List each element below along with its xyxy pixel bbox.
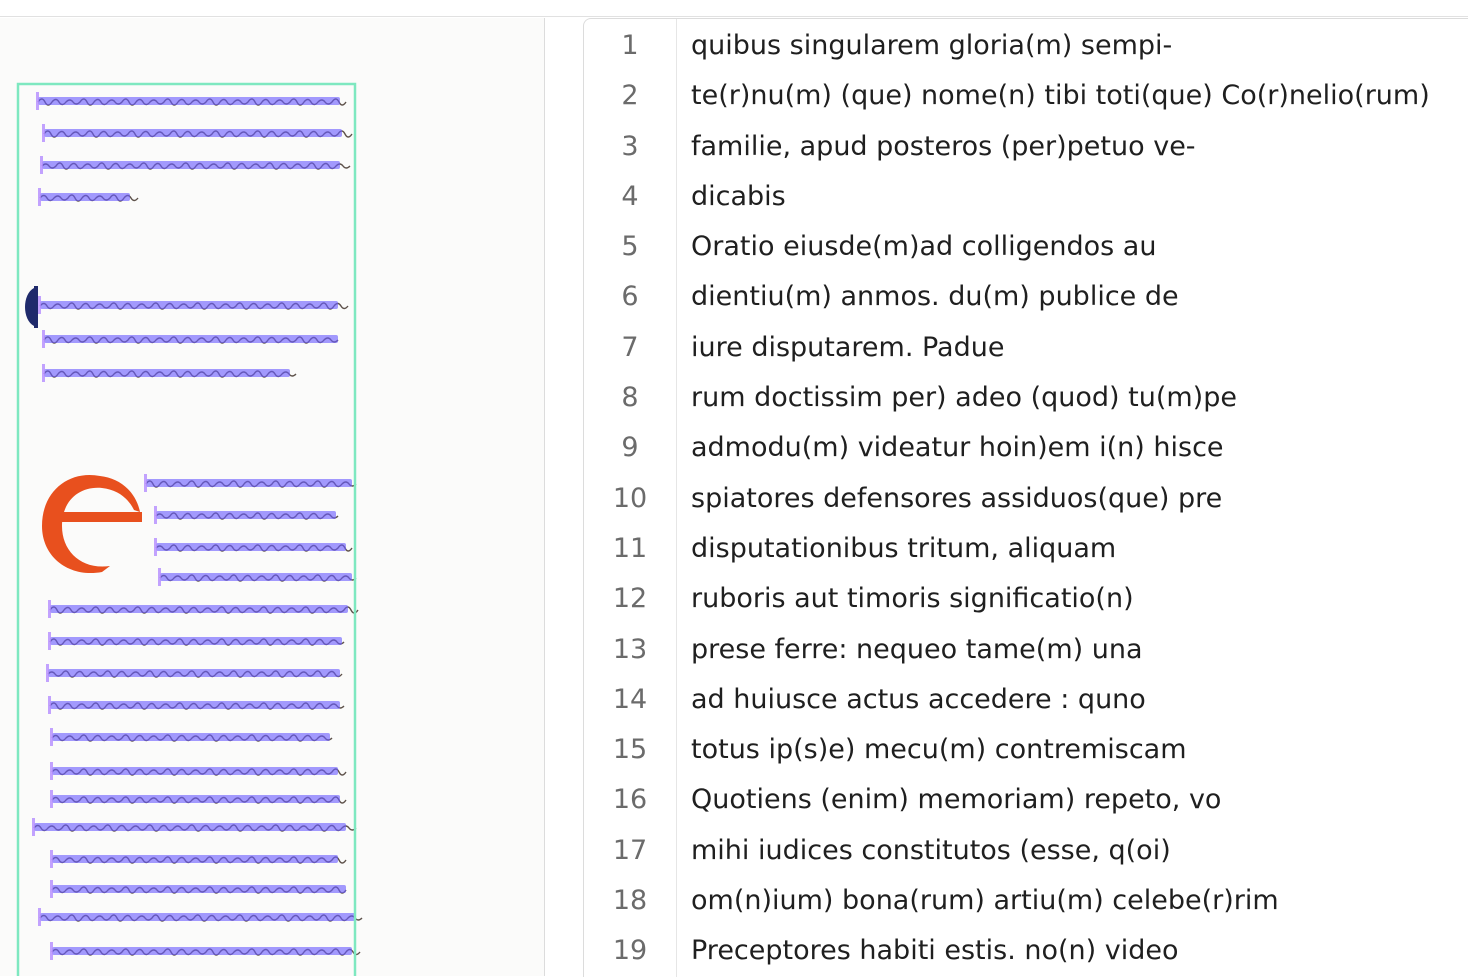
line-highlight[interactable] <box>52 947 352 955</box>
line-highlight[interactable] <box>52 885 346 893</box>
line-number: 15 <box>612 734 648 766</box>
line-start-handle[interactable] <box>50 790 53 808</box>
line-start-handle[interactable] <box>154 506 157 524</box>
line-highlight[interactable] <box>44 335 338 343</box>
line-highlight[interactable] <box>44 369 290 377</box>
line-start-handle[interactable] <box>38 908 41 926</box>
line-number: 12 <box>612 583 648 615</box>
line-text[interactable]: te(r)nu(m) (que) nome(n) tibi toti(que) Co(r)nelio(rum) <box>691 80 1430 112</box>
line-number: 5 <box>621 231 639 263</box>
transcription-row[interactable] <box>584 69 1468 119</box>
line-highlight[interactable] <box>160 573 352 581</box>
line-text[interactable]: ad huiusce actus accedere : quno <box>691 683 1146 715</box>
line-text[interactable]: Oratio eiusde(m)ad colligendos au <box>691 231 1157 263</box>
line-text[interactable]: dicabis <box>691 180 786 212</box>
line-start-handle[interactable] <box>38 296 41 314</box>
line-number: 9 <box>621 432 639 464</box>
line-number: 19 <box>612 935 648 967</box>
line-highlight[interactable] <box>156 543 346 551</box>
line-highlight[interactable] <box>42 161 340 169</box>
transcription-row[interactable] <box>584 924 1468 974</box>
line-text[interactable]: mihi iudices constitutos (esse, q(oi) <box>691 834 1171 866</box>
line-text[interactable]: disputationibus tritum, aliquam <box>691 532 1117 564</box>
line-text[interactable]: prese ferre: nequeo tame(m) una <box>691 633 1143 665</box>
line-highlight[interactable] <box>156 511 336 519</box>
line-start-handle[interactable] <box>48 696 51 714</box>
panel-gutter <box>546 18 583 976</box>
line-start-handle[interactable] <box>48 632 51 650</box>
line-start-handle[interactable] <box>50 762 53 780</box>
transcription-list <box>584 19 1468 975</box>
transcription-row[interactable] <box>584 824 1468 874</box>
transcription-row[interactable] <box>584 623 1468 673</box>
line-start-handle[interactable] <box>32 818 35 836</box>
line-start-handle[interactable] <box>46 664 49 682</box>
line-number: 4 <box>621 180 639 212</box>
line-highlight[interactable] <box>50 605 348 613</box>
line-number: 3 <box>621 130 639 162</box>
line-start-handle[interactable] <box>38 188 41 206</box>
line-number: 17 <box>612 834 648 866</box>
manuscript-image <box>0 18 544 976</box>
line-start-handle[interactable] <box>50 942 53 960</box>
top-divider <box>0 16 1468 17</box>
line-number: 6 <box>621 281 639 313</box>
line-start-handle[interactable] <box>50 728 53 746</box>
transcription-row[interactable] <box>584 773 1468 823</box>
line-text[interactable]: admodu(m) videatur hoin)em i(n) hisce <box>691 432 1224 464</box>
manuscript-image-panel[interactable] <box>0 18 545 976</box>
line-text[interactable]: rum doctissim per) adeo (quod) tu(m)pe <box>691 382 1237 414</box>
line-start-handle[interactable] <box>40 156 43 174</box>
line-highlight[interactable] <box>48 669 340 677</box>
line-number: 11 <box>612 532 648 564</box>
transcription-row[interactable] <box>584 472 1468 522</box>
line-highlight[interactable] <box>38 97 340 105</box>
line-text[interactable]: iure disputarem. Padue <box>691 331 1005 363</box>
line-start-handle[interactable] <box>42 364 45 382</box>
line-text[interactable]: totus ip(s)e) mecu(m) contremiscam <box>691 734 1187 766</box>
line-start-handle[interactable] <box>50 850 53 868</box>
transcription-row[interactable] <box>584 371 1468 421</box>
line-text[interactable]: quibus singularem gloria(m) sempi- <box>691 30 1173 61</box>
line-text[interactable]: ruboris aut timoris significatio(n) <box>691 583 1134 615</box>
line-highlight[interactable] <box>50 701 340 709</box>
line-text[interactable]: Quotiens (enim) memoriam) repeto, vo <box>691 784 1222 816</box>
line-highlight[interactable] <box>146 479 352 487</box>
transcription-row[interactable] <box>584 673 1468 723</box>
line-text[interactable]: familie, apud posteros (per)petuo ve- <box>691 130 1196 162</box>
line-highlight[interactable] <box>52 733 330 741</box>
line-highlight[interactable] <box>50 637 342 645</box>
transcription-row[interactable] <box>584 874 1468 924</box>
line-start-handle[interactable] <box>42 330 45 348</box>
line-highlight[interactable] <box>40 193 130 201</box>
line-text[interactable]: dientiu(m) anmos. du(m) publice de <box>691 281 1179 313</box>
transcription-row[interactable] <box>584 220 1468 270</box>
transcription-row[interactable] <box>584 120 1468 170</box>
line-start-handle[interactable] <box>48 600 51 618</box>
transcription-row[interactable] <box>584 572 1468 622</box>
transcription-row[interactable] <box>584 270 1468 320</box>
line-text[interactable]: Preceptores habiti estis. no(n) video <box>691 935 1179 967</box>
line-start-handle[interactable] <box>154 538 157 556</box>
line-number: 8 <box>621 382 639 414</box>
line-number: 13 <box>612 633 648 665</box>
line-start-handle[interactable] <box>36 92 39 110</box>
line-highlight[interactable] <box>40 913 356 921</box>
transcription-row[interactable] <box>584 321 1468 371</box>
line-number: 1 <box>621 30 639 61</box>
transcription-row[interactable] <box>584 170 1468 220</box>
line-text[interactable]: om(n)ium) bona(rum) artiu(m) celebe(r)rim <box>691 885 1279 917</box>
line-start-handle[interactable] <box>50 880 53 898</box>
transcription-panel[interactable] <box>583 18 1468 977</box>
line-text[interactable]: spiatores defensores assiduos(que) pre <box>691 482 1223 514</box>
line-number: 18 <box>612 885 648 917</box>
line-highlight[interactable] <box>40 301 338 309</box>
line-number: 2 <box>621 80 639 112</box>
line-start-handle[interactable] <box>158 568 161 586</box>
line-start-handle[interactable] <box>42 124 45 142</box>
transcription-row[interactable] <box>584 723 1468 773</box>
line-number: 16 <box>612 784 648 816</box>
line-highlight[interactable] <box>52 795 340 803</box>
line-highlight[interactable] <box>44 129 342 137</box>
line-highlight[interactable] <box>52 767 338 775</box>
transcription-row[interactable] <box>584 522 1468 572</box>
line-number: 7 <box>621 331 639 363</box>
line-start-handle[interactable] <box>144 474 147 492</box>
transcription-row[interactable] <box>584 19 1468 69</box>
line-highlight[interactable] <box>52 855 338 863</box>
transcription-row[interactable] <box>584 421 1468 471</box>
line-number: 14 <box>612 683 648 715</box>
line-number: 10 <box>612 482 648 514</box>
line-highlight[interactable] <box>34 823 346 831</box>
